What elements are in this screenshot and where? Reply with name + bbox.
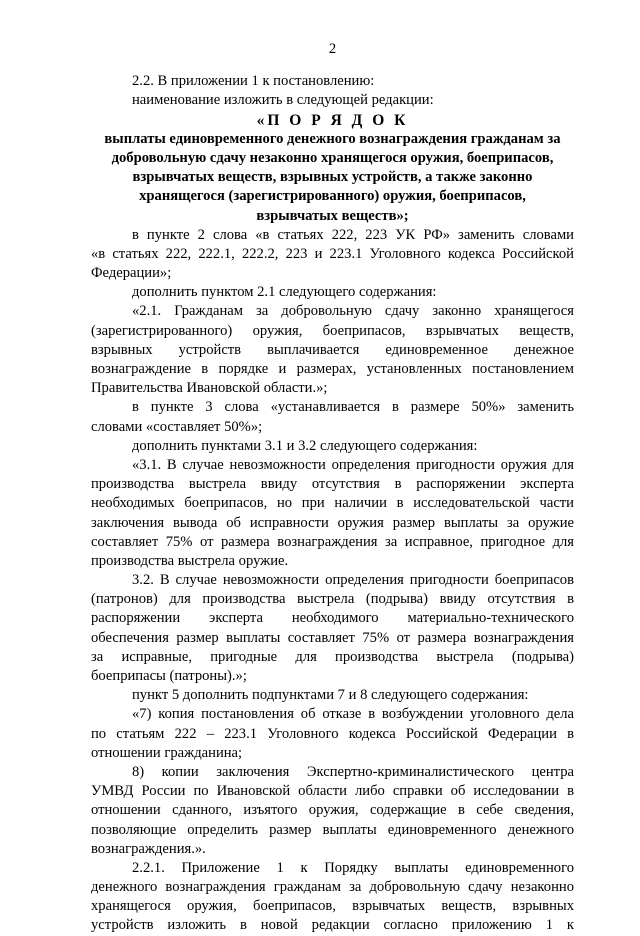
text-line: устройств изложить в новой редакции согласно приложению 1 к	[91, 917, 574, 934]
text-line: взрывчатых веществ»;	[256, 207, 409, 224]
text-line: производства выстрела ввиду отсутствия в распоряжении эксперта	[91, 476, 574, 493]
text-line: взрывчатых веществ, взрывных устройств, а также законно	[132, 169, 533, 186]
text-line: добровольную сдачу незаконно хранящегося оружия, боеприпасов,	[111, 149, 554, 166]
text-line: 8) копии заключения Экспертно-криминалистического центра	[132, 763, 574, 780]
text-line: дополнить пунктом 2.1 следующего содержания:	[132, 284, 437, 301]
text-line: 2.2.1. Приложение 1 к Порядку выплаты единовременного	[132, 859, 574, 876]
text-line: хранящегося (зарегистрированного) оружия, боеприпасов,	[139, 188, 526, 205]
text-line: в пункте 3 слова «устанавливается в размере 50%» заменить	[132, 399, 574, 416]
text-line: «в статьях 222, 222.1, 222.2, 223 и 223.1 Уголовного кодекса Российской	[91, 245, 574, 262]
text-line: выплаты единовременного денежного вознаграждения гражданам за	[104, 130, 561, 147]
text-line: пункт 5 дополнить подпунктами 7 и 8 следующего содержания:	[132, 687, 529, 704]
text-line: (патронов) для производства выстрела (подрыва) ввиду отсутствия в	[91, 591, 574, 608]
text-line: УМВД России по Ивановской области либо справки об исследовании в	[91, 783, 574, 800]
text-line: в пункте 2 слова «в статьях 222, 223 УК РФ» заменить словами	[132, 226, 574, 243]
text-line: «П О Р Я Д О К	[256, 111, 409, 129]
text-line: «3.1. В случае невозможности определения пригодности оружия для	[132, 456, 574, 473]
text-line: хранящегося оружия, боеприпасов, взрывчатых веществ, взрывных	[91, 898, 574, 915]
text-line: взрывных устройств выплачивается единовременное денежное	[91, 341, 574, 358]
text-line: распоряжении эксперта необходимого материально-технического	[91, 610, 574, 627]
text-line: (зарегистрированного) оружия, боеприпасов, взрывчатых веществ,	[91, 322, 574, 339]
text-line: по статьям 222 – 223.1 Уголовного кодекса Российской Федерации в	[91, 725, 574, 742]
text-line: составляет 75% от размера вознаграждения за исправное, пригодное для	[91, 533, 574, 550]
text-line: 3.2. В случае невозможности определения пригодности боеприпасов	[132, 572, 574, 589]
text-line: позволяющие определить размер выплаты единовременного денежного	[91, 821, 574, 838]
text-line: боеприпасы (патроны).»;	[91, 668, 247, 685]
text-line: денежного вознаграждения гражданам за добровольную сдачу незаконно	[91, 879, 574, 896]
text-line: производства выстрела оружие.	[91, 552, 289, 569]
document-body	[91, 72, 574, 935]
document-page	[91, 40, 574, 936]
text-line: обеспечения размер выплаты составляет 75% от размера вознаграждения	[91, 629, 574, 646]
text-line: Федерации»;	[91, 265, 172, 282]
text-line: «2.1. Гражданам за добровольную сдачу законно хранящегося	[132, 303, 574, 320]
text-line: словами «составляет 50%»;	[91, 418, 263, 435]
text-line: вознаграждение в порядке и размерах, установленных постановлением	[91, 361, 574, 378]
text-line: дополнить пунктами 3.1 и 3.2 следующего содержания:	[132, 437, 478, 454]
text-line: Правительства Ивановской области.»;	[91, 380, 328, 397]
text-line: «7) копия постановления об отказе в возбуждении уголовного дела	[132, 706, 574, 723]
page-number: 2	[328, 41, 337, 57]
text-line: отношении гражданина;	[91, 744, 243, 761]
text-line: наименование изложить в следующей редакции:	[132, 92, 434, 109]
text-line: необходимых боеприпасов, но при наличии в исследовательской части	[91, 495, 574, 512]
text-line: за исправные, пригодные для производства выстрела (подрыва)	[91, 648, 574, 665]
text-line: 2.2. В приложении 1 к постановлению:	[132, 73, 375, 90]
text-line: отношении сданного, изъятого оружия, содержащие в себе сведения,	[91, 802, 574, 819]
text-line: вознаграждения.».	[91, 840, 206, 857]
text-line: заключения вывода об исправности оружия размер выплаты за оружие	[91, 514, 574, 531]
